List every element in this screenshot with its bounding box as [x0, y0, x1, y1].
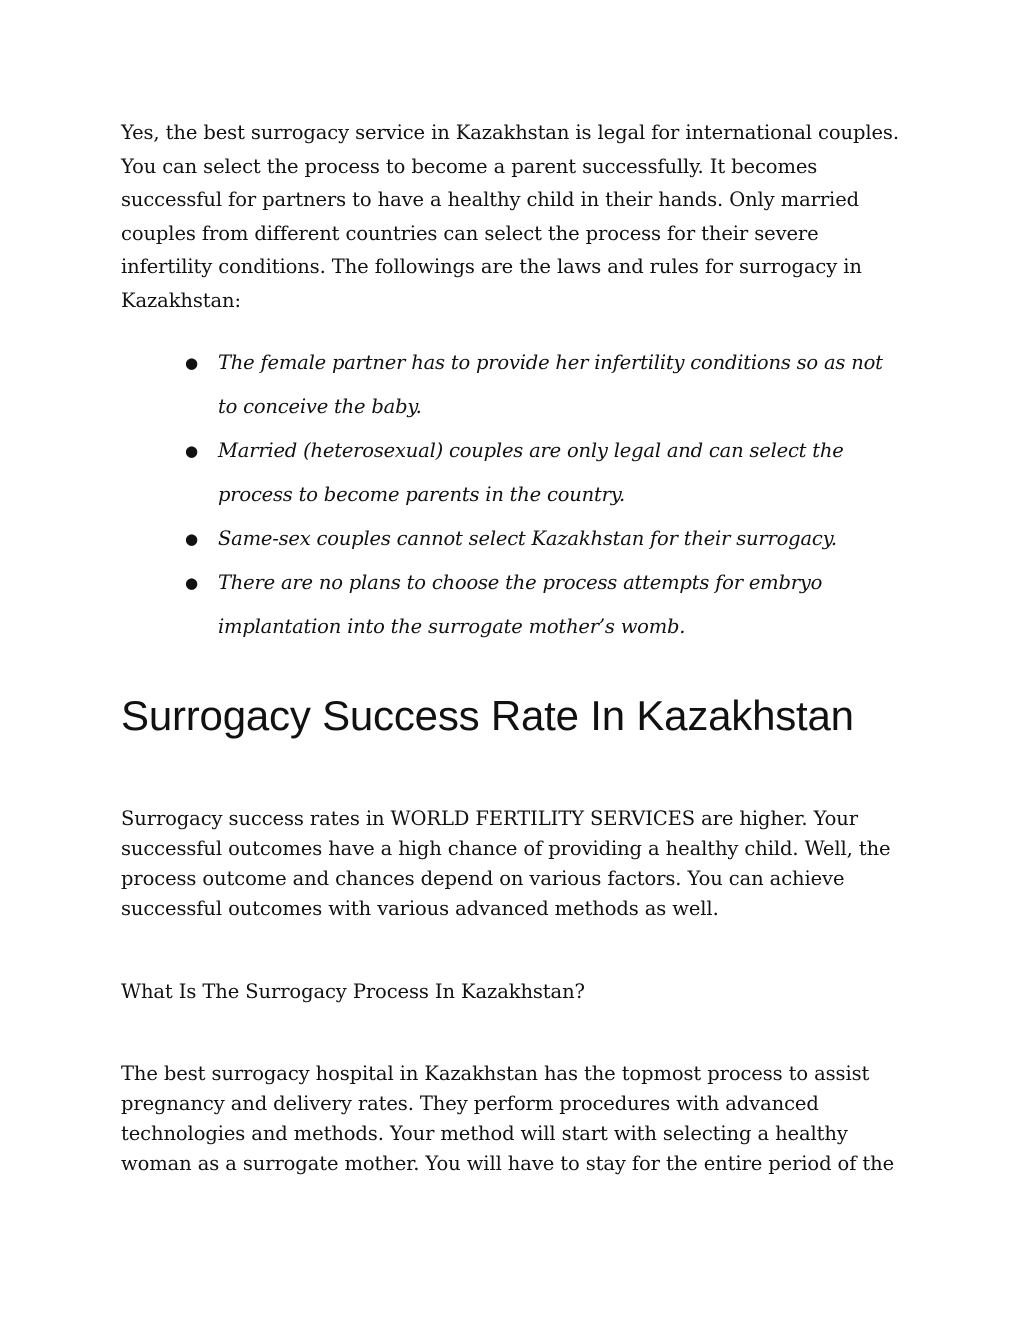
rule-text: Married (heterosexual) couples are only legal and can select the process to become parents in the country.	[218, 439, 844, 506]
process-question: What Is The Surrogacy Process In Kazakhstan?	[121, 980, 585, 1003]
rules-list	[185, 341, 905, 649]
bullet-icon: ●	[185, 574, 198, 592]
rule-item	[185, 429, 905, 517]
rule-text: Same-sex couples cannot select Kazakhstan for their surrogacy.	[218, 527, 837, 550]
intro-paragraph: Yes, the best surrogacy service in Kazakhstan is legal for international couples. You can select the process to become a parent successfully. It becomes successful for partners to have a healthy child in their hands. Only married couples from different countries can select the process for their severe infertility conditions. The followings are the laws and rules for surrogacy in Kazakhstan:	[121, 121, 899, 312]
section-heading: Surrogacy Success Rate In Kazakhstan	[121, 692, 854, 739]
bullet-icon: ●	[185, 354, 198, 372]
rule-text: There are no plans to choose the process attempts for embryo implantation into the surrogate mother’s womb.	[218, 571, 823, 638]
success-rate-paragraph: Surrogacy success rates in WORLD FERTILITY SERVICES are higher. Your successful outcomes have a high chance of providing a healthy child. Well, the process outcome and chances depend on various factors. You can achieve successful outcomes with various advanced methods as well.	[121, 807, 891, 920]
rule-text: The female partner has to provide her infertility conditions so as not to conceive the baby.	[218, 351, 883, 418]
rule-item	[185, 341, 905, 429]
process-paragraph: The best surrogacy hospital in Kazakhstan has the topmost process to assist pregnancy and delivery rates. They perform procedures with advanced technologies and methods. Your method will start with selecting a healthy woman as a surrogate mother. You will have to stay for the entire period of the	[121, 1062, 895, 1175]
rule-item	[185, 517, 905, 561]
bullet-icon: ●	[185, 442, 198, 460]
rule-item	[185, 561, 905, 649]
bullet-icon: ●	[185, 530, 198, 548]
